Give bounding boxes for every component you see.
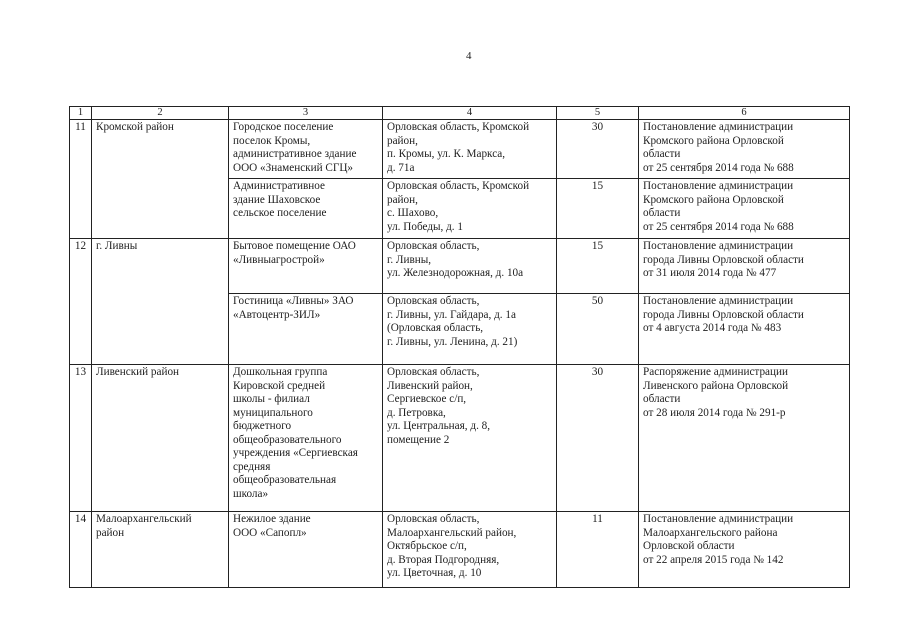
place-line: муниципального (233, 406, 313, 419)
table-row (70, 239, 850, 294)
place-line: Бытовое помещение ОАО (233, 240, 356, 252)
address-cell (383, 120, 557, 179)
address-cell (383, 239, 557, 294)
district-cell (92, 512, 229, 588)
address-line: Орловская область, (387, 366, 480, 378)
row-number: 11 (70, 120, 92, 239)
document-line: от 22 апреля 2015 года № 142 (643, 553, 784, 566)
document-line: Орловской области (643, 540, 735, 552)
page-number: 4 (466, 50, 472, 62)
address-line: д. Вторая Подгородняя, (387, 553, 500, 566)
address-line: г. Ливны, ул. Гайдара, д. 1а (387, 308, 516, 321)
district-cell (92, 239, 229, 365)
row-number: 13 (70, 365, 92, 512)
document-line: области (643, 393, 681, 405)
place-line: общеобразовательная (233, 474, 337, 486)
district-line: район (96, 526, 125, 539)
capacity-cell: 11 (557, 512, 639, 588)
document-line: города Ливны Орловской области (643, 253, 804, 266)
place-line: ООО «Сапопл» (233, 526, 307, 539)
address-line: ул. Железнодорожная, д. 10а (387, 267, 524, 279)
header-col-6: 6 (639, 107, 850, 120)
address-cell (383, 294, 557, 365)
header-col-3: 3 (229, 107, 383, 120)
document-line: Постановление администрации (643, 240, 794, 252)
document-line: Распоряжение администрации (643, 366, 788, 378)
document-line: от 25 сентября 2014 года № 688 (643, 161, 794, 174)
capacity-cell: 15 (557, 179, 639, 239)
table-row (70, 365, 850, 512)
district-cell (92, 120, 229, 239)
place-cell (229, 294, 383, 365)
document-line: Кромского района Орловской (643, 134, 784, 147)
place-line: средняя (233, 460, 271, 473)
address-line: с. Шахово, (387, 207, 439, 219)
address-line: Октябрьское с/п, (387, 540, 467, 552)
document-line: города Ливны Орловской области (643, 308, 804, 321)
table-row (70, 512, 850, 588)
address-line: ул. Победы, д. 1 (387, 220, 463, 233)
document-line: Постановление администрации (643, 121, 794, 133)
address-line: Орловская область, (387, 513, 480, 525)
place-line: Нежилое здание (233, 513, 311, 525)
address-line: п. Кромы, ул. К. Маркса, (387, 148, 506, 160)
document-cell (639, 365, 850, 512)
address-line: (Орловская область, (387, 322, 484, 334)
document-cell (639, 179, 850, 239)
document-line: Постановление администрации (643, 513, 794, 525)
address-line: Сергиевское с/п, (387, 393, 467, 405)
place-line: школы - филиал (233, 393, 310, 405)
address-cell (383, 512, 557, 588)
address-line: Орловская область, Кромской (387, 121, 530, 133)
place-line: поселок Кромы, (233, 134, 311, 147)
district-line: Малоархангельский (96, 513, 192, 525)
address-line: ул. Центральная, д. 8, (387, 420, 491, 432)
document-line: Ливенского района Орловской (643, 379, 789, 392)
place-cell (229, 179, 383, 239)
address-line: д. Петровка, (387, 406, 446, 419)
document-line: Постановление администрации (643, 180, 794, 192)
document-line: от 4 августа 2014 года № 483 (643, 322, 782, 334)
header-col-1: 1 (70, 107, 92, 120)
place-line: Дошкольная группа (233, 366, 328, 378)
address-line: Орловская область, Кромской (387, 180, 530, 192)
document-cell (639, 239, 850, 294)
place-line: Гостиница «Ливны» ЗАО (233, 295, 354, 307)
address-line: Орловская область, (387, 240, 480, 252)
place-line: бюджетного (233, 420, 292, 432)
place-line: Городское поселение (233, 121, 334, 133)
document-cell (639, 512, 850, 588)
shelters-table (69, 106, 850, 588)
row-number: 14 (70, 512, 92, 588)
place-line: «Автоцентр-ЗИЛ» (233, 308, 321, 321)
district-line: Ливенский район (96, 366, 180, 378)
capacity-cell: 50 (557, 294, 639, 365)
header-col-4: 4 (383, 107, 557, 120)
address-line: Орловская область, (387, 295, 480, 307)
header-col-2: 2 (92, 107, 229, 120)
place-line: школа» (233, 487, 269, 500)
document-line: Кромского района Орловской (643, 193, 784, 206)
place-line: здание Шаховское (233, 193, 321, 206)
address-line: район, (387, 193, 418, 206)
place-cell (229, 365, 383, 512)
header-col-5: 5 (557, 107, 639, 120)
document-line: Малоархангельского района (643, 526, 778, 539)
district-cell (92, 365, 229, 512)
place-line: Административное (233, 180, 325, 192)
document-cell (639, 294, 850, 365)
place-cell (229, 120, 383, 179)
document-line: от 25 сентября 2014 года № 688 (643, 220, 794, 233)
document-cell (639, 120, 850, 179)
address-line: Малоархангельский район, (387, 526, 517, 539)
document-line: от 28 июля 2014 года № 291-р (643, 406, 786, 419)
place-line: «Ливныагрострой» (233, 253, 325, 266)
place-line: сельское поселение (233, 207, 327, 219)
place-line: учреждения «Сергиевская (233, 447, 358, 459)
capacity-cell: 30 (557, 120, 639, 179)
document-line: от 31 июля 2014 года № 477 (643, 267, 777, 279)
place-line: общеобразовательного (233, 433, 342, 446)
address-line: Ливенский район, (387, 379, 473, 392)
address-cell (383, 365, 557, 512)
address-line: г. Ливны, (387, 253, 432, 266)
document-line: области (643, 207, 681, 219)
place-line: административное здание (233, 148, 357, 160)
address-cell (383, 179, 557, 239)
address-line: помещение 2 (387, 433, 450, 446)
capacity-cell: 30 (557, 365, 639, 512)
document-line: Постановление администрации (643, 295, 794, 307)
header-row (70, 107, 850, 120)
document-line: области (643, 148, 681, 160)
table-row (70, 120, 850, 179)
place-line: Кировской средней (233, 379, 326, 392)
place-cell (229, 512, 383, 588)
address-line: район, (387, 134, 418, 147)
capacity-cell: 15 (557, 239, 639, 294)
place-cell (229, 239, 383, 294)
address-line: г. Ливны, ул. Ленина, д. 21) (387, 335, 518, 348)
row-number: 12 (70, 239, 92, 365)
address-line: д. 71а (387, 161, 415, 174)
address-line: ул. Цветочная, д. 10 (387, 567, 482, 579)
district-line: Кромской район (96, 121, 174, 133)
district-line: г. Ливны (96, 240, 138, 252)
place-line: ООО «Знаменский СГЦ» (233, 161, 353, 174)
